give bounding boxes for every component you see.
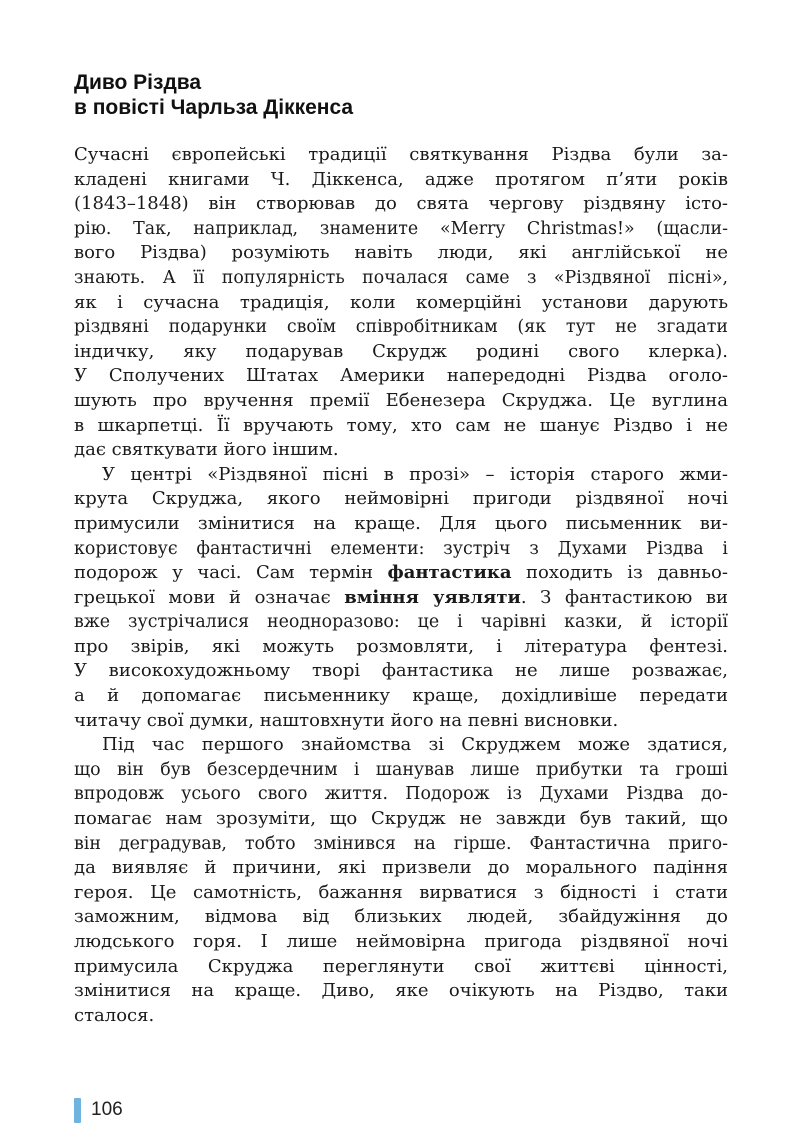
text-segment: грецької мови й означає: [74, 586, 345, 608]
text-line: про звірів, які можуть розмовляти, і література фентезі.: [74, 635, 728, 657]
bold-term-fantastyka: фантастика: [387, 562, 512, 584]
text-segment: подорож у часі. Сам термін: [74, 562, 388, 584]
heading-line-1: Диво Різдва: [74, 71, 202, 94]
paragraph-1: [74, 143, 728, 463]
text-line: користовує фантастичні елементи: зустріч з Духами Різдва і: [74, 538, 728, 559]
text-line: людського горя. І лише неймовірна пригода різдвяної ночі: [74, 931, 728, 952]
text-line: (1843–1848) він створював до свята чергову різдвяну істо-: [74, 193, 728, 215]
text-line: що він був безсердечним і шанував лише прибутки та гроші: [74, 759, 728, 780]
heading-line-2: в повісті Чарльза Діккенса: [74, 96, 354, 119]
bold-term-vminnia-uiavliaty: вміння уявляти: [344, 586, 521, 608]
paragraph-3: [74, 733, 728, 1028]
text-line: змінитися на краще. Диво, яке очікують на Різдво, таки: [74, 980, 728, 1002]
text-line: вого Різдва) розуміють навіть люди, які англійської не: [74, 242, 728, 264]
text-line: помагає нам зрозуміти, що Скрудж не завжди був такий, що: [74, 808, 728, 830]
text-line: сталося.: [74, 1004, 155, 1026]
text-line-with-term: [74, 561, 728, 586]
article-body: [74, 143, 728, 1028]
text-line: в шкарпетці. Її вручають тому, хто сам не шанує Різдво і не: [74, 414, 728, 436]
text-line: У Сполучених Штатах Америки напередодні Різдва оголо-: [74, 365, 728, 387]
paragraph-2: [74, 463, 728, 734]
text-line: а й допомагає письменнику краще, дохідливіше передати: [74, 685, 728, 707]
text-line: шують про вручення премії Ебенезера Скруджа. Це вуглина: [74, 389, 728, 411]
text-line: Під час першого знайомства зі Скруджем може здатися,: [102, 734, 728, 756]
text-line: кладені книгами Ч. Діккенса, адже протягом п’яти років: [74, 168, 728, 190]
text-line: дає святкувати його іншим.: [74, 439, 339, 461]
text-line: впродовж усього свого життя. Подорож із Духами Різдва до-: [74, 784, 728, 805]
text-line: да виявляє й причини, які призвели до морального падіння: [74, 857, 728, 879]
text-line: героя. Це самотність, бажання вирватися з бідності і стати: [74, 881, 728, 903]
text-line: Сучасні європейські традиції святкування Різдва були за-: [74, 144, 728, 165]
text-line: рію. Так, наприклад, знамените «Merry Christmas!» (щасли-: [74, 218, 728, 239]
text-line: заможним, відмова від близьких людей, збайдужіння до: [74, 906, 728, 928]
text-line: У високохудожньому творі фантастика не лише розважає,: [74, 660, 728, 682]
text-line: У центрі «Різдвяної пісні в прозі» – історія старого жми-: [102, 463, 728, 485]
page-footer: [74, 1097, 123, 1123]
text-line: примусили змінитися на краще. Для цього письменник ви-: [74, 512, 728, 534]
text-segment: походить із давньо-: [511, 562, 728, 584]
page-number: 106: [91, 1099, 123, 1120]
text-line: він деградував, тобто змінився на гірше. Фантастична приго-: [74, 833, 728, 854]
text-line: крута Скруджа, якого неймовірні пригоди різдвяної ночі: [74, 488, 728, 510]
text-line: як і сучасна традиція, коли комерційні установи дарують: [74, 291, 728, 313]
text-segment: . З фантастикою ви: [520, 586, 728, 608]
text-line-with-term: [74, 586, 728, 611]
text-line: індичку, яку подарував Скрудж родині свого клерка).: [74, 340, 728, 362]
text-line: читачу свої думки, наштовхнути його на певні висновки.: [74, 709, 619, 731]
page-accent-bar: [74, 1098, 81, 1123]
text-line: знають. А її популярність почалася саме з «Різдвяної пісні»,: [74, 267, 728, 288]
text-line: різдвяні подарунки своїм співробітникам (як тут не згадати: [74, 317, 728, 338]
section-heading: [74, 70, 734, 120]
text-line: примусила Скруджа переглянути свої життєві цінності,: [74, 955, 728, 977]
text-line: вже зустрічалися неодноразово: це і чарівні казки, й історії: [74, 612, 728, 633]
